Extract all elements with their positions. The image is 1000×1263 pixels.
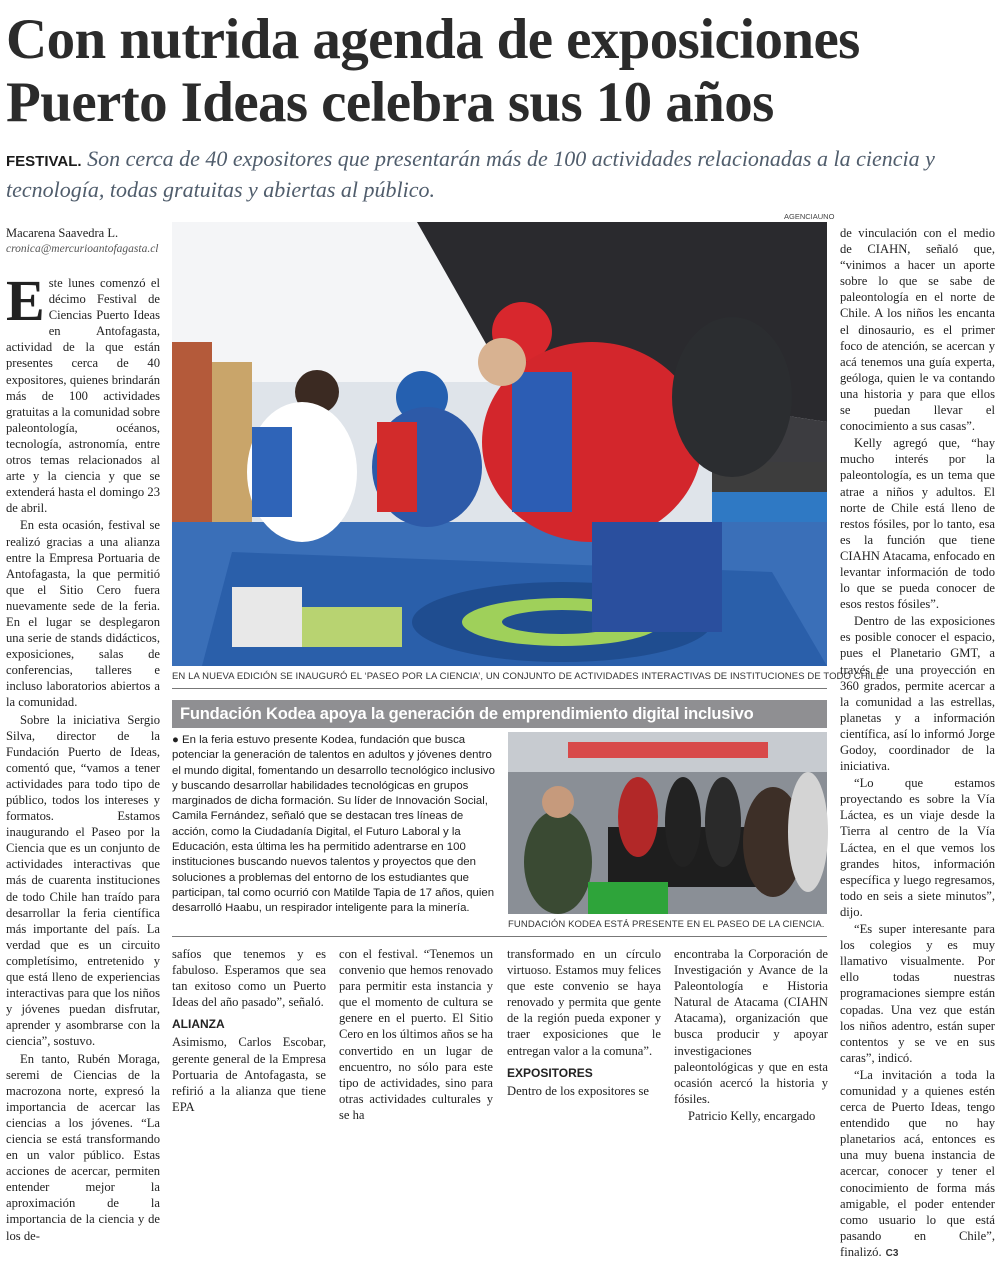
paragraph: de vinculación con el medio de CIAHN, señaló que, “vinimos a hacer un aporte sobre lo que se sabe de paleontología en el norte de Chile. A los niños les encanta el dinosaurio, es el primer foco de atención, se acercan y acá tenemos una guía experta, geóloga, quien le va contando una historia y para que ellos se puedan llevar el conocimiento a sus casas”.: [840, 226, 995, 434]
dropcap: E: [6, 268, 45, 333]
lead-kicker: FESTIVAL.: [6, 153, 82, 170]
bullet-icon: ●: [172, 734, 183, 746]
paragraph: “Es super interesante para los colegios y es muy llamativo visualmente. Por ello todas nuestras programaciones siempre están copadas. Una vez que están los niños adentro, están super contentos y se ve en sus caras”, indicó.: [840, 922, 995, 1065]
headline: [6, 8, 996, 134]
column-4: [507, 946, 661, 1100]
paragraph: encontraba la Corporación de Investigación y Avance de la Paleontología e Historia Natural de Atacama (CIAHN Atacama), organización que busca producir y apoyar investigaciones paleontológicas y que en esta ocasión acercó la historia y fósiles.: [674, 947, 828, 1106]
paragraph: “Lo que estamos proyectando es sobre la Vía Láctea, es un viaje desde la Tierra al centro de la Vía Láctea, en el que vemos los grandes hitos, información específica y luego regresamos, todo en seis a siete minutos”, dijo.: [840, 776, 995, 919]
paragraph: [6, 268, 160, 516]
paragraph-text: ste lunes comenzó el décimo Festival de Ciencias Puerto Ideas en Antofagasta, actividad de la que están presentes cerca de 40 expositores, quienes brindarán más de 100 actividades gratuitas a la comunidad sobre paleontología, océanos, tecnología, astronomía, entre otros temas relacionados al arte y la ciencia y que se extenderá hasta el domingo 23 de abril.: [6, 276, 160, 516]
paragraph: En esta ocasión, festival se realizó gracias a una alianza entre la Empresa Portuaria de Antofagasta, la que permitió que el Sitio Cero fuera nuevamente sede de la feria. En el lugar se desplegaron una serie de stands didácticos, exposiciones, salas de conferencias, talleres e incluso laboratorios abiertos a la comunidad.: [6, 518, 160, 710]
kodea-photo-caption: FUNDACIÓN KODEA ESTÁ PRESENTE EN EL PASEO DE LA CIENCIA.: [508, 919, 825, 930]
column-5: [674, 946, 828, 1125]
paragraph: Dentro de los expositores se: [507, 1083, 649, 1098]
column-6: [840, 225, 995, 1263]
lead-paragraph: [6, 145, 996, 204]
students-at-science-table-photo: [172, 222, 827, 666]
paragraph-text: “La invitación a toda la comunidad y a quienes estén cerca de Puerto Ideas, tengo entendido que no hay planetarios acá, entonces es una muy buena instancia de acercar, conocer y tener el conocimiento de forma más amigable, el poder entender como usuario lo que está pasando en Chile”, finalizó.: [840, 1067, 995, 1259]
headline-line-2: Puerto Ideas celebra sus 10 años: [6, 71, 774, 134]
kodea-box-body: En la feria estuvo presente Kodea, fundación que busca potenciar la generación de talentos en adultos y jóvenes dentro el mundo digital, fomentando un desarrollo tecnológico inclusivo y buscando desarrollar habilidades tecnológicas en grupos marginados de dicha formación. Su líder de Innovación Social, Camila Fernández, señaló que se destacan tres líneas de acción, como la Ciudadanía Digital, el Futuro Laboral y la Educación, esta última les ha permitido adentrarse en 100 instituciones buscando nuevos talentos y proyectos que den soluciones a problemas del entorno de los estudiantes que participan, tal como ocurrió con Matilde Tapia de 17 años, quien desarrolló Haabu, un respirador inteligente para la minería.: [172, 734, 495, 915]
column-3: [339, 946, 493, 1124]
byline: [6, 225, 160, 257]
kodea-photo: [508, 732, 827, 914]
byline-author: Macarena Saavedra L.: [6, 226, 119, 240]
section-heading: ALIANZA: [172, 1017, 225, 1032]
paragraph: con el festival. “Tenemos un convenio que hemos renovado para permitir esta instancia y que el momento de cultura se genere en el puerto. El Sitio Cero en los últimos años se ha convertido en un lugar de encuentro, no sólo para este tipo de actividades, sino para otras actividades culturales y se ha: [339, 947, 493, 1122]
column-1: [6, 225, 160, 1243]
box-bottom-divider: [172, 936, 827, 937]
byline-email: cronica@mercurioantofagasta.cl: [6, 243, 159, 255]
kodea-box-title: Fundación Kodea apoya la generación de emprendimiento digital inclusivo: [172, 700, 827, 728]
paragraph: safíos que tenemos y es fabuloso. Esperamos que sea tan exitoso como un Puerto Ideas del año pasado”, señaló.: [172, 947, 326, 1010]
paragraph: Kelly agregó que, “hay mucho interés por la paleontología, es un tema que atrae a niños y adultos. El norte de Chile está lleno de restos fósiles, por lo tanto, esa es la función que tiene CIAHN Atacama, enfocado en levantar información de todo lo que se pueda conocer de esos restos fósiles”.: [840, 436, 995, 612]
paragraph: Dentro de las exposiciones es posible conocer el espacio, pues el Planetario GMT, a través de una proyección en 360 grados, permite acercar a la comunidad a las estrellas, planetas y a información científica, así lo informó Jorge Godoy, coordinador de la iniciativa.: [840, 614, 995, 774]
paragraph: Sobre la iniciativa Sergio Silva, director de la Fundación Puerto de Ideas, comentó que, “vamos a tener actividades para todo tipo de público, todos los intereses y formatos. Estamos inaugurando el Paseo por la Ciencia que es un conjunto de actividades interactivas que más de cuarenta instituciones de todo Chile han traído para desarrollar la feria científica más importante del país. La verdad que es un circuito completísimo, entretenido y que está lleno de experiencias interactivas para que los niños y jóvenes puedan disfrutar, aprender y asombrarse con la ciencia”, sostuvo.: [6, 712, 160, 1049]
main-photo-caption: EN LA NUEVA EDICIÓN SE INAUGURÓ EL ‘PASEO POR LA CIENCIA’, UN CONJUNTO DE ACTIVIDADES INTERACTIVAS DE INSTITUCIONES DE TODO CHILE.: [172, 671, 885, 682]
main-photo: [172, 222, 827, 666]
kodea-box-text: [172, 733, 502, 917]
caption-divider: [172, 688, 827, 689]
section-heading: EXPOSITORES: [507, 1065, 593, 1080]
end-mark: C3: [885, 1247, 899, 1259]
paragraph: Patricio Kelly, encargado: [688, 1108, 816, 1123]
paragraph: [840, 1067, 995, 1262]
paragraph: Asimismo, Carlos Escobar, gerente general de la Empresa Portuaria de Antofagasta, se refirió a la alianza que tiene EPA: [172, 1035, 326, 1114]
column-2: [172, 946, 326, 1116]
headline-line-1: Con nutrida agenda de exposiciones: [6, 8, 860, 71]
lead-text: Son cerca de 40 expositores que presentarán más de 100 actividades relacionadas a la ciencia y tecnología, todas gratuitas y abiertas al público.: [6, 146, 935, 202]
paragraph: En tanto, Rubén Moraga, seremi de Ciencias de la macrozona norte, expresó la importancia de acercar las ciencias a los jóvenes. “La ciencia se está transformando en un valor público. Estas acciones de acercar, permiten entender mejor la aproximación de la importancia de la ciencia y de los de-: [6, 1051, 160, 1243]
photo-credit: AGENCIAUNO: [784, 212, 835, 221]
kodea-stand-photo: [508, 732, 827, 914]
paragraph: transformado en un círculo virtuoso. Estamos muy felices que este convenio se haya renovado y permita que gente de la región pueda exponer y traer exposiciones que le entregan valor a la comuna”.: [507, 947, 661, 1058]
